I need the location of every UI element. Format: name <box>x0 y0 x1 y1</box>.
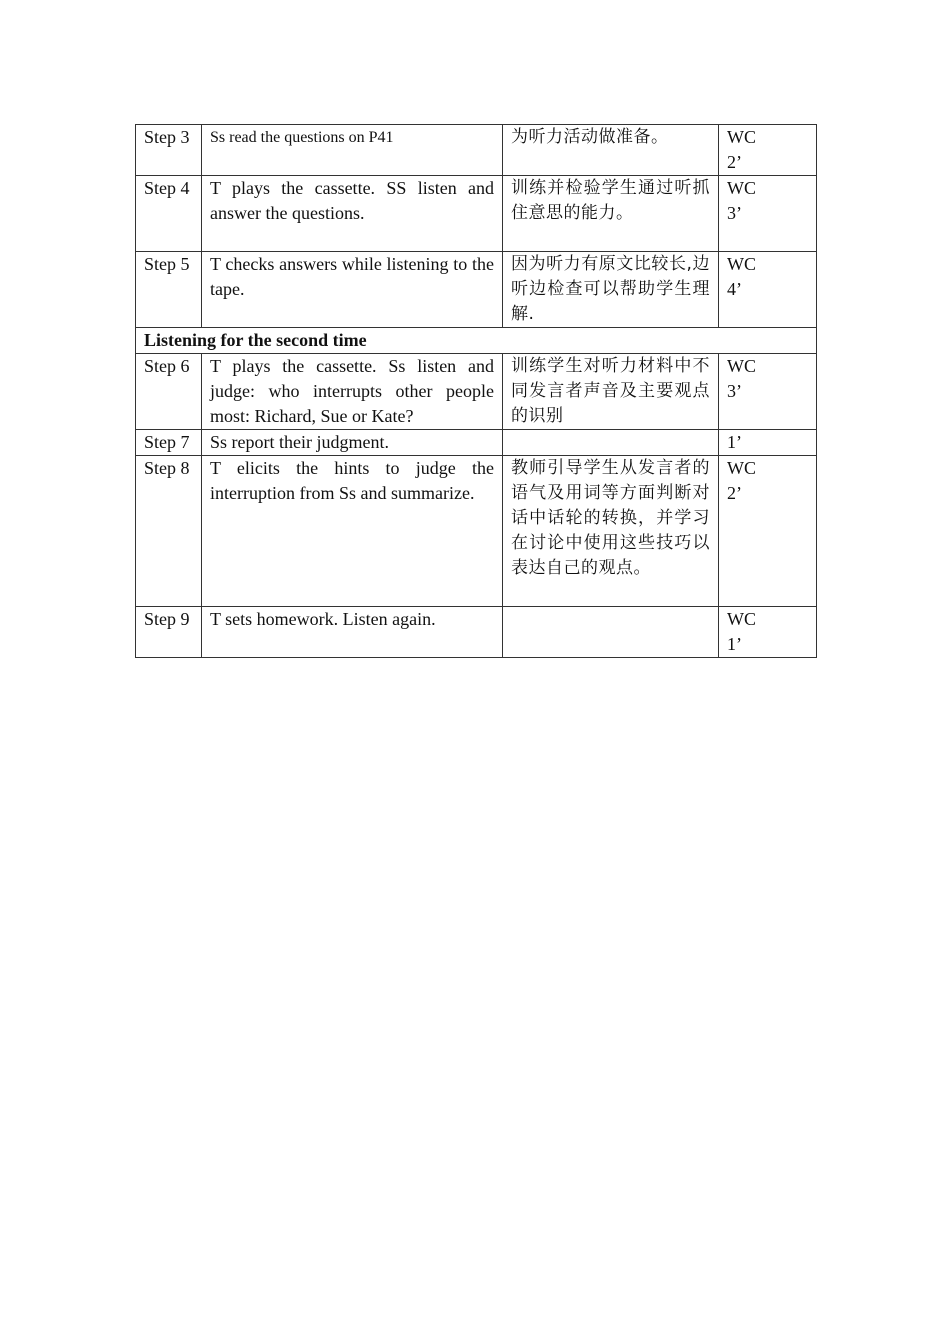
table-row-step-8 <box>136 456 817 607</box>
activity-text: T sets homework. Listen again. <box>202 607 503 658</box>
section-heading: Listening for the second time <box>136 328 817 354</box>
table-row-step-3 <box>136 125 817 176</box>
table-row-step-6 <box>136 354 817 430</box>
purpose-text: 为听力活动做准备。 <box>503 125 719 176</box>
step-label: Step 7 <box>136 430 202 456</box>
activity-text: Ss report their judgment. <box>202 430 503 456</box>
purpose-text: 训练学生对听力材料中不同发言者声音及主要观点的识别 <box>503 354 719 430</box>
activity-text: T checks answers while listening to the tape. <box>202 252 503 328</box>
purpose-text <box>503 607 719 658</box>
table-row-step-4 <box>136 176 817 252</box>
interaction-mode: WC <box>727 609 756 629</box>
interaction-mode: WC <box>727 458 756 478</box>
mode-time-cell <box>719 430 817 456</box>
activity-text: Ss read the questions on P41 <box>202 125 503 176</box>
lesson-plan-table <box>135 124 817 658</box>
time-minutes: 1’ <box>727 432 742 452</box>
time-minutes: 3’ <box>727 381 742 401</box>
time-minutes: 4’ <box>727 279 742 299</box>
table-row-step-5 <box>136 252 817 328</box>
mode-time-cell <box>719 252 817 328</box>
purpose-text: 训练并检验学生通过听抓住意思的能力。 <box>503 176 719 252</box>
interaction-mode: WC <box>727 127 756 147</box>
step-label: Step 8 <box>136 456 202 607</box>
activity-text: T elicits the hints to judge the interruption from Ss and summarize. <box>202 456 503 607</box>
mode-time-cell <box>719 125 817 176</box>
time-minutes: 3’ <box>727 203 742 223</box>
mode-time-cell <box>719 607 817 658</box>
time-minutes: 2’ <box>727 483 742 503</box>
purpose-text: 教师引导学生从发言者的语气及用词等方面判断对话中话轮的转换，并学习在讨论中使用这些技巧以表达自己的观点。 <box>503 456 719 607</box>
table-row-step-7 <box>136 430 817 456</box>
interaction-mode: WC <box>727 254 756 274</box>
step-label: Step 4 <box>136 176 202 252</box>
step-label: Step 6 <box>136 354 202 430</box>
purpose-text: 因为听力有原文比较长,边听边检查可以帮助学生理解. <box>503 252 719 328</box>
interaction-mode: WC <box>727 356 756 376</box>
purpose-text <box>503 430 719 456</box>
step-label: Step 9 <box>136 607 202 658</box>
step-label: Step 3 <box>136 125 202 176</box>
mode-time-cell <box>719 176 817 252</box>
mode-time-cell <box>719 456 817 607</box>
table-row-step-9 <box>136 607 817 658</box>
time-minutes: 2’ <box>727 152 742 172</box>
step-label: Step 5 <box>136 252 202 328</box>
interaction-mode: WC <box>727 178 756 198</box>
activity-text: T plays the cassette. SS listen and answer the questions. <box>202 176 503 252</box>
section-heading-row <box>136 328 817 354</box>
time-minutes: 1’ <box>727 634 742 654</box>
activity-text: T plays the cassette. Ss listen and judge: who interrupts other people most: Richard, Sue or Kate? <box>202 354 503 430</box>
mode-time-cell <box>719 354 817 430</box>
